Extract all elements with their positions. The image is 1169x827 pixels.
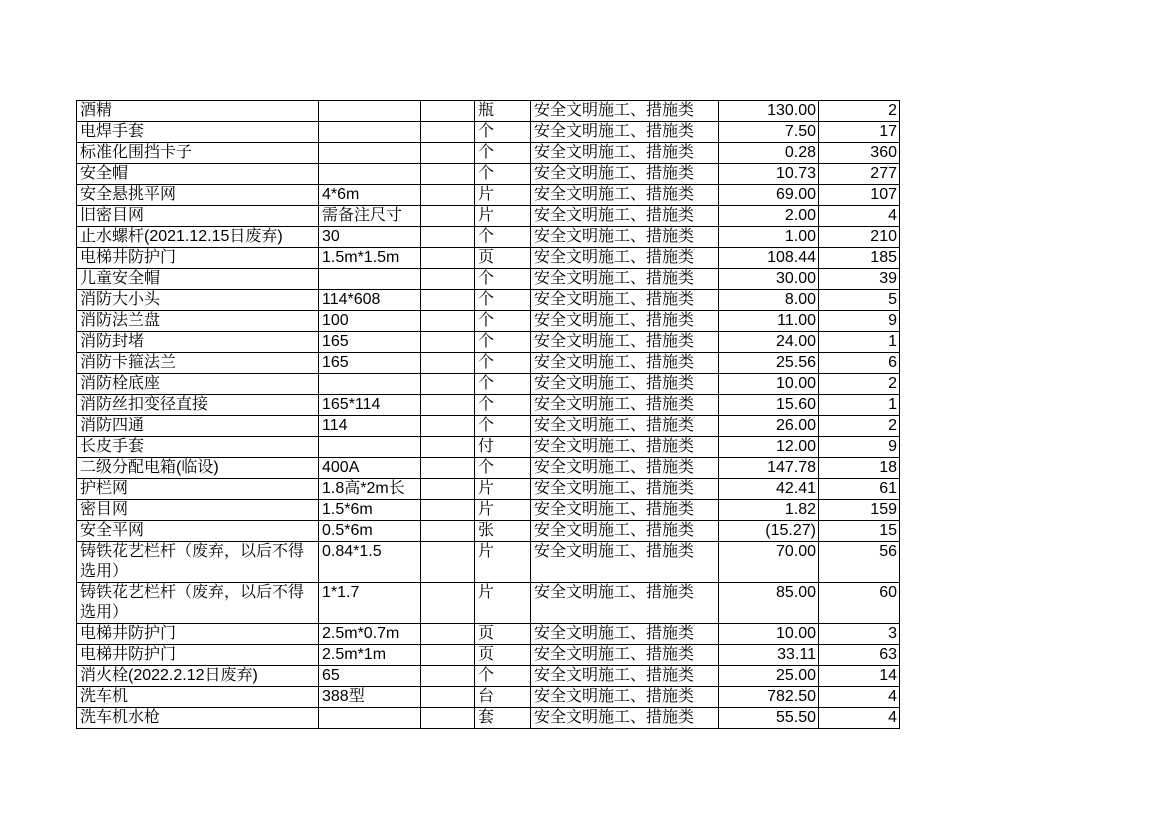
cell-unit-price[interactable]: 85.00 bbox=[719, 583, 819, 624]
cell-spec[interactable]: 0.5*6m bbox=[319, 521, 421, 542]
table-row bbox=[77, 185, 900, 206]
cell-category[interactable]: 安全文明施工、措施类 bbox=[531, 311, 719, 332]
cell-unit[interactable]: 个 bbox=[475, 269, 531, 290]
cell-spec[interactable]: 165 bbox=[319, 353, 421, 374]
cell-item-name[interactable]: 电焊手套 bbox=[77, 122, 319, 143]
cell-blank[interactable] bbox=[421, 666, 475, 687]
table-row bbox=[77, 479, 900, 500]
cell-spec[interactable]: 2.5m*0.7m bbox=[319, 624, 421, 645]
cell-spec[interactable]: 114*608 bbox=[319, 290, 421, 311]
cell-unit[interactable]: 片 bbox=[475, 500, 531, 521]
cell-blank[interactable] bbox=[421, 645, 475, 666]
cell-unit[interactable]: 个 bbox=[475, 458, 531, 479]
cell-category[interactable]: 安全文明施工、措施类 bbox=[531, 479, 719, 500]
cell-item-name[interactable]: 消防封堵 bbox=[77, 332, 319, 353]
cell-spec[interactable]: 0.84*1.5 bbox=[319, 542, 421, 583]
cell-item-name[interactable]: 消火栓(2022.2.12日废弃) bbox=[77, 666, 319, 687]
cell-blank[interactable] bbox=[421, 583, 475, 624]
cell-quantity[interactable]: 2 bbox=[819, 416, 900, 437]
cell-quantity[interactable]: 63 bbox=[819, 645, 900, 666]
cell-unit-price[interactable]: 1.82 bbox=[719, 500, 819, 521]
cell-unit[interactable]: 片 bbox=[475, 206, 531, 227]
cell-unit-price[interactable]: 7.50 bbox=[719, 122, 819, 143]
cell-quantity[interactable]: 18 bbox=[819, 458, 900, 479]
cell-category[interactable]: 安全文明施工、措施类 bbox=[531, 332, 719, 353]
cell-unit[interactable]: 页 bbox=[475, 248, 531, 269]
table-row bbox=[77, 583, 900, 624]
cell-spec[interactable]: 114 bbox=[319, 416, 421, 437]
cell-blank[interactable] bbox=[421, 248, 475, 269]
cell-unit-price[interactable]: 10.73 bbox=[719, 164, 819, 185]
cell-quantity[interactable]: 6 bbox=[819, 353, 900, 374]
cell-spec[interactable] bbox=[319, 708, 421, 729]
cell-unit-price[interactable]: 33.11 bbox=[719, 645, 819, 666]
cell-spec[interactable]: 2.5m*1m bbox=[319, 645, 421, 666]
cell-unit[interactable]: 张 bbox=[475, 521, 531, 542]
table-row bbox=[77, 164, 900, 185]
cell-blank[interactable] bbox=[421, 708, 475, 729]
cell-unit[interactable]: 片 bbox=[475, 185, 531, 206]
cell-unit[interactable]: 个 bbox=[475, 122, 531, 143]
cell-blank[interactable] bbox=[421, 164, 475, 185]
cell-item-name[interactable]: 安全平网 bbox=[77, 521, 319, 542]
cell-item-name[interactable]: 消防法兰盘 bbox=[77, 311, 319, 332]
materials-table-body bbox=[77, 101, 900, 729]
cell-quantity[interactable]: 159 bbox=[819, 500, 900, 521]
cell-item-name[interactable]: 旧密目网 bbox=[77, 206, 319, 227]
table-row bbox=[77, 290, 900, 311]
cell-unit-price[interactable]: 12.00 bbox=[719, 437, 819, 458]
table-row bbox=[77, 624, 900, 645]
cell-quantity[interactable]: 3 bbox=[819, 624, 900, 645]
cell-unit[interactable]: 页 bbox=[475, 645, 531, 666]
cell-spec[interactable] bbox=[319, 164, 421, 185]
cell-quantity[interactable]: 185 bbox=[819, 248, 900, 269]
table-row bbox=[77, 437, 900, 458]
cell-item-name[interactable]: 标准化围挡卡子 bbox=[77, 143, 319, 164]
cell-spec[interactable]: 165 bbox=[319, 332, 421, 353]
cell-blank[interactable] bbox=[421, 542, 475, 583]
cell-quantity[interactable]: 61 bbox=[819, 479, 900, 500]
cell-blank[interactable] bbox=[421, 624, 475, 645]
cell-quantity[interactable]: 360 bbox=[819, 143, 900, 164]
cell-category[interactable]: 安全文明施工、措施类 bbox=[531, 143, 719, 164]
cell-item-name[interactable]: 电梯井防护门 bbox=[77, 248, 319, 269]
cell-category[interactable]: 安全文明施工、措施类 bbox=[531, 687, 719, 708]
table-row bbox=[77, 708, 900, 729]
cell-category[interactable]: 安全文明施工、措施类 bbox=[531, 624, 719, 645]
table-row bbox=[77, 687, 900, 708]
cell-quantity[interactable]: 39 bbox=[819, 269, 900, 290]
cell-unit-price[interactable]: 10.00 bbox=[719, 374, 819, 395]
cell-unit[interactable]: 个 bbox=[475, 374, 531, 395]
cell-blank[interactable] bbox=[421, 332, 475, 353]
table-row bbox=[77, 416, 900, 437]
cell-quantity[interactable]: 14 bbox=[819, 666, 900, 687]
cell-quantity[interactable]: 210 bbox=[819, 227, 900, 248]
cell-blank[interactable] bbox=[421, 185, 475, 206]
cell-spec[interactable]: 165*114 bbox=[319, 395, 421, 416]
cell-unit[interactable]: 个 bbox=[475, 143, 531, 164]
table-row bbox=[77, 269, 900, 290]
cell-blank[interactable] bbox=[421, 437, 475, 458]
cell-category[interactable]: 安全文明施工、措施类 bbox=[531, 500, 719, 521]
cell-category[interactable]: 安全文明施工、措施类 bbox=[531, 458, 719, 479]
table-row bbox=[77, 542, 900, 583]
cell-item-name[interactable]: 二级分配电箱(临设) bbox=[77, 458, 319, 479]
table-row bbox=[77, 395, 900, 416]
cell-unit-price[interactable]: 15.60 bbox=[719, 395, 819, 416]
cell-quantity[interactable]: 9 bbox=[819, 311, 900, 332]
cell-unit-price[interactable]: 147.78 bbox=[719, 458, 819, 479]
cell-category[interactable]: 安全文明施工、措施类 bbox=[531, 583, 719, 624]
cell-blank[interactable] bbox=[421, 395, 475, 416]
cell-quantity[interactable]: 2 bbox=[819, 101, 900, 122]
cell-category[interactable]: 安全文明施工、措施类 bbox=[531, 542, 719, 583]
cell-unit-price[interactable]: 108.44 bbox=[719, 248, 819, 269]
cell-quantity[interactable]: 9 bbox=[819, 437, 900, 458]
cell-unit[interactable]: 个 bbox=[475, 290, 531, 311]
cell-unit-price[interactable]: 26.00 bbox=[719, 416, 819, 437]
cell-spec[interactable] bbox=[319, 437, 421, 458]
cell-unit-price[interactable]: 2.00 bbox=[719, 206, 819, 227]
cell-blank[interactable] bbox=[421, 353, 475, 374]
table-row bbox=[77, 374, 900, 395]
cell-item-name[interactable]: 安全帽 bbox=[77, 164, 319, 185]
cell-spec[interactable]: 100 bbox=[319, 311, 421, 332]
cell-quantity[interactable]: 5 bbox=[819, 290, 900, 311]
cell-category[interactable]: 安全文明施工、措施类 bbox=[531, 521, 719, 542]
cell-category[interactable]: 安全文明施工、措施类 bbox=[531, 666, 719, 687]
cell-spec[interactable] bbox=[319, 101, 421, 122]
cell-quantity[interactable]: 4 bbox=[819, 206, 900, 227]
table-row bbox=[77, 521, 900, 542]
cell-unit[interactable]: 个 bbox=[475, 227, 531, 248]
cell-unit[interactable]: 个 bbox=[475, 164, 531, 185]
cell-unit-price[interactable]: 70.00 bbox=[719, 542, 819, 583]
cell-spec[interactable]: 1.5*6m bbox=[319, 500, 421, 521]
cell-blank[interactable] bbox=[421, 416, 475, 437]
cell-category[interactable]: 安全文明施工、措施类 bbox=[531, 416, 719, 437]
cell-spec[interactable]: 1*1.7 bbox=[319, 583, 421, 624]
cell-quantity[interactable]: 15 bbox=[819, 521, 900, 542]
cell-blank[interactable] bbox=[421, 458, 475, 479]
cell-item-name[interactable]: 安全悬挑平网 bbox=[77, 185, 319, 206]
cell-spec[interactable] bbox=[319, 122, 421, 143]
cell-blank[interactable] bbox=[421, 479, 475, 500]
cell-blank[interactable] bbox=[421, 311, 475, 332]
cell-item-name[interactable]: 长皮手套 bbox=[77, 437, 319, 458]
cell-item-name[interactable]: 消防卡箍法兰 bbox=[77, 353, 319, 374]
cell-item-name[interactable]: 电梯井防护门 bbox=[77, 645, 319, 666]
cell-item-name[interactable]: 止水螺杆(2021.12.15日废弃) bbox=[77, 227, 319, 248]
cell-item-name[interactable]: 护栏网 bbox=[77, 479, 319, 500]
materials-table bbox=[76, 100, 900, 729]
cell-quantity[interactable]: 1 bbox=[819, 332, 900, 353]
cell-quantity[interactable]: 107 bbox=[819, 185, 900, 206]
table-row bbox=[77, 353, 900, 374]
cell-unit[interactable]: 付 bbox=[475, 437, 531, 458]
cell-quantity[interactable]: 60 bbox=[819, 583, 900, 624]
cell-spec[interactable]: 4*6m bbox=[319, 185, 421, 206]
cell-quantity[interactable]: 277 bbox=[819, 164, 900, 185]
cell-blank[interactable] bbox=[421, 500, 475, 521]
cell-category[interactable]: 安全文明施工、措施类 bbox=[531, 708, 719, 729]
cell-unit-price[interactable]: 11.00 bbox=[719, 311, 819, 332]
cell-item-name[interactable]: 洗车机水枪 bbox=[77, 708, 319, 729]
cell-unit-price[interactable]: 0.28 bbox=[719, 143, 819, 164]
cell-item-name[interactable]: 电梯井防护门 bbox=[77, 624, 319, 645]
cell-unit[interactable]: 台 bbox=[475, 687, 531, 708]
cell-unit-price[interactable]: 1.00 bbox=[719, 227, 819, 248]
cell-spec[interactable]: 30 bbox=[319, 227, 421, 248]
cell-item-name[interactable]: 消防栓底座 bbox=[77, 374, 319, 395]
cell-unit-price[interactable]: 130.00 bbox=[719, 101, 819, 122]
cell-blank[interactable] bbox=[421, 374, 475, 395]
cell-unit-price[interactable]: 25.00 bbox=[719, 666, 819, 687]
cell-unit-price[interactable]: 8.00 bbox=[719, 290, 819, 311]
cell-item-name[interactable]: 消防四通 bbox=[77, 416, 319, 437]
cell-unit-price[interactable]: 25.56 bbox=[719, 353, 819, 374]
cell-category[interactable]: 安全文明施工、措施类 bbox=[531, 185, 719, 206]
cell-quantity[interactable]: 56 bbox=[819, 542, 900, 583]
table-row bbox=[77, 206, 900, 227]
cell-item-name[interactable]: 消防大小头 bbox=[77, 290, 319, 311]
cell-unit-price[interactable]: 782.50 bbox=[719, 687, 819, 708]
cell-unit-price[interactable]: 42.41 bbox=[719, 479, 819, 500]
cell-blank[interactable] bbox=[421, 687, 475, 708]
cell-blank[interactable] bbox=[421, 143, 475, 164]
cell-unit[interactable]: 个 bbox=[475, 416, 531, 437]
cell-blank[interactable] bbox=[421, 521, 475, 542]
cell-blank[interactable] bbox=[421, 290, 475, 311]
cell-unit[interactable]: 套 bbox=[475, 708, 531, 729]
cell-spec[interactable]: 388型 bbox=[319, 687, 421, 708]
cell-category[interactable]: 安全文明施工、措施类 bbox=[531, 353, 719, 374]
cell-category[interactable]: 安全文明施工、措施类 bbox=[531, 122, 719, 143]
cell-category[interactable]: 安全文明施工、措施类 bbox=[531, 227, 719, 248]
cell-quantity[interactable]: 17 bbox=[819, 122, 900, 143]
cell-category[interactable]: 安全文明施工、措施类 bbox=[531, 248, 719, 269]
cell-spec[interactable] bbox=[319, 269, 421, 290]
cell-spec[interactable]: 1.5m*1.5m bbox=[319, 248, 421, 269]
cell-unit-price[interactable]: 24.00 bbox=[719, 332, 819, 353]
cell-unit[interactable]: 个 bbox=[475, 332, 531, 353]
cell-category[interactable]: 安全文明施工、措施类 bbox=[531, 164, 719, 185]
table-row bbox=[77, 227, 900, 248]
cell-quantity[interactable]: 2 bbox=[819, 374, 900, 395]
cell-unit[interactable]: 片 bbox=[475, 583, 531, 624]
cell-item-name[interactable]: 铸铁花艺栏杆（废弃，以后不得选用） bbox=[77, 583, 319, 624]
cell-spec[interactable]: 65 bbox=[319, 666, 421, 687]
cell-spec[interactable] bbox=[319, 143, 421, 164]
cell-spec[interactable]: 1.8高*2m长 bbox=[319, 479, 421, 500]
cell-unit[interactable]: 个 bbox=[475, 666, 531, 687]
table-row bbox=[77, 666, 900, 687]
cell-item-name[interactable]: 洗车机 bbox=[77, 687, 319, 708]
table-row bbox=[77, 311, 900, 332]
cell-item-name[interactable]: 铸铁花艺栏杆（废弃，以后不得选用） bbox=[77, 542, 319, 583]
cell-unit-price[interactable]: 55.50 bbox=[719, 708, 819, 729]
cell-spec[interactable] bbox=[319, 374, 421, 395]
cell-category[interactable]: 安全文明施工、措施类 bbox=[531, 645, 719, 666]
cell-item-name[interactable]: 酒精 bbox=[77, 101, 319, 122]
cell-quantity[interactable]: 4 bbox=[819, 708, 900, 729]
cell-item-name[interactable]: 儿童安全帽 bbox=[77, 269, 319, 290]
table-row bbox=[77, 248, 900, 269]
cell-blank[interactable] bbox=[421, 269, 475, 290]
cell-unit-price[interactable]: 30.00 bbox=[719, 269, 819, 290]
cell-category[interactable]: 安全文明施工、措施类 bbox=[531, 437, 719, 458]
cell-unit-price[interactable]: 10.00 bbox=[719, 624, 819, 645]
table-row bbox=[77, 101, 900, 122]
table-row bbox=[77, 122, 900, 143]
cell-unit[interactable]: 片 bbox=[475, 542, 531, 583]
cell-category[interactable]: 安全文明施工、措施类 bbox=[531, 269, 719, 290]
cell-category[interactable]: 安全文明施工、措施类 bbox=[531, 290, 719, 311]
cell-quantity[interactable]: 4 bbox=[819, 687, 900, 708]
cell-unit[interactable]: 个 bbox=[475, 395, 531, 416]
cell-unit[interactable]: 瓶 bbox=[475, 101, 531, 122]
cell-blank[interactable] bbox=[421, 206, 475, 227]
cell-item-name[interactable]: 消防丝扣变径直接 bbox=[77, 395, 319, 416]
cell-unit-price[interactable]: (15.27) bbox=[719, 521, 819, 542]
cell-category[interactable]: 安全文明施工、措施类 bbox=[531, 101, 719, 122]
cell-unit[interactable]: 片 bbox=[475, 479, 531, 500]
cell-unit-price[interactable]: 69.00 bbox=[719, 185, 819, 206]
cell-quantity[interactable]: 1 bbox=[819, 395, 900, 416]
table-row bbox=[77, 645, 900, 666]
cell-spec[interactable]: 需备注尺寸 bbox=[319, 206, 421, 227]
cell-item-name[interactable]: 密目网 bbox=[77, 500, 319, 521]
cell-unit[interactable]: 个 bbox=[475, 311, 531, 332]
table-row bbox=[77, 143, 900, 164]
cell-unit[interactable]: 页 bbox=[475, 624, 531, 645]
cell-unit[interactable]: 个 bbox=[475, 353, 531, 374]
cell-category[interactable]: 安全文明施工、措施类 bbox=[531, 395, 719, 416]
cell-blank[interactable] bbox=[421, 101, 475, 122]
cell-category[interactable]: 安全文明施工、措施类 bbox=[531, 374, 719, 395]
cell-category[interactable]: 安全文明施工、措施类 bbox=[531, 206, 719, 227]
table-row bbox=[77, 500, 900, 521]
table-row bbox=[77, 458, 900, 479]
cell-spec[interactable]: 400A bbox=[319, 458, 421, 479]
table-row bbox=[77, 332, 900, 353]
cell-blank[interactable] bbox=[421, 122, 475, 143]
cell-blank[interactable] bbox=[421, 227, 475, 248]
